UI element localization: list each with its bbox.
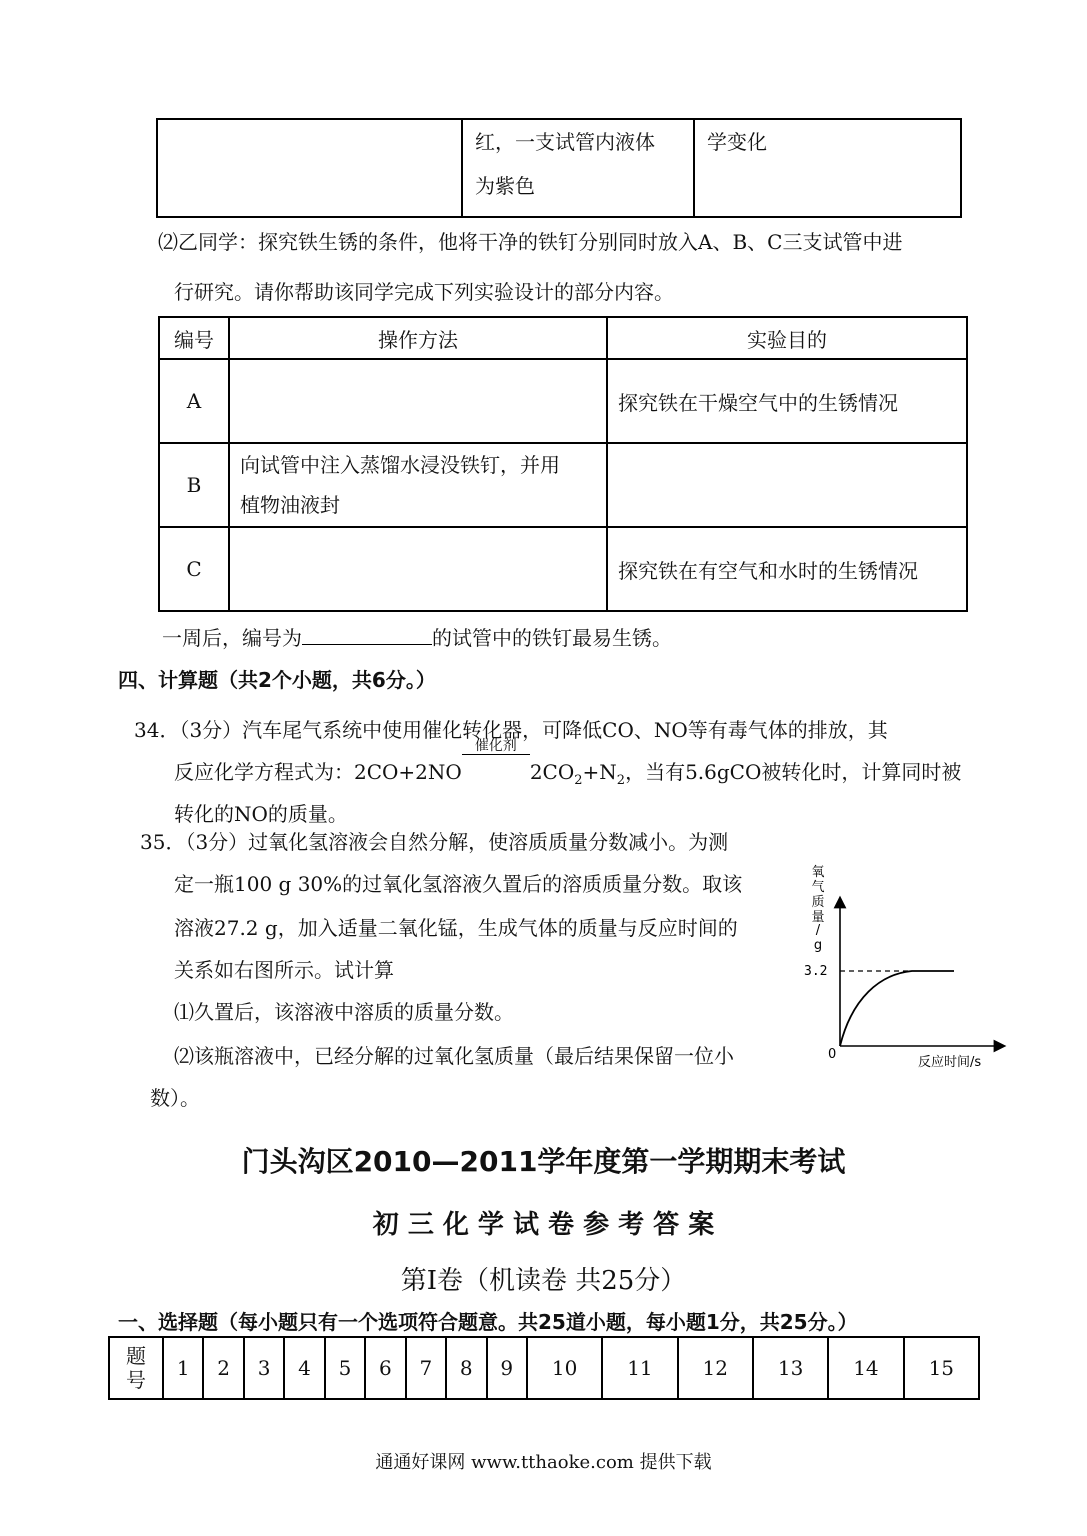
q33-2-line2: 行研究。请你帮助该同学完成下列实验设计的部分内容。 — [174, 280, 674, 304]
head-char: 号 — [126, 1368, 146, 1392]
q35-line3: 溶液27.2 g，加入适量二氧化锰，生成气体的质量与反应时间的 — [174, 916, 738, 940]
rust-experiment-table — [158, 316, 968, 612]
q35-line4: 关系如右图所示。试计算 — [174, 958, 394, 982]
top-cell-line: 为紫色 — [475, 174, 535, 198]
q34-line1: 34．（3分）汽车尾气系统中使用催化转化器，可降低CO、NO等有毒气体的排放，其 — [134, 718, 888, 742]
y-label-2: 气 — [811, 880, 825, 895]
origin-label: 0 — [828, 1047, 837, 1062]
header-purpose: 实验目的 — [607, 317, 967, 359]
row-method — [229, 359, 607, 443]
method-line: 植物油液封 — [240, 493, 340, 517]
curve — [840, 971, 954, 1046]
plateau-label: 3.2 — [804, 964, 828, 979]
table-row — [109, 1337, 979, 1399]
question-number-cell: 4 — [284, 1337, 324, 1399]
equation-tail: ，当有5.6gCO被转化时，计算同时被 — [625, 760, 962, 784]
question-number-cell: 7 — [406, 1337, 446, 1399]
row-purpose — [607, 443, 967, 527]
subscript: 2 — [616, 773, 626, 788]
row-purpose: 探究铁在有空气和水时的生锈情况 — [607, 527, 967, 611]
header-method: 操作方法 — [229, 317, 607, 359]
top-cell-line: 学变化 — [707, 130, 767, 154]
top-table-cell-1 — [157, 119, 462, 217]
part-heading: 第Ⅰ卷（机读卷 共25分） — [400, 1266, 687, 1296]
question-number-cell: 13 — [753, 1337, 828, 1399]
conclusion-post: 的试管中的铁钉最易生锈。 — [432, 626, 672, 650]
question-number-cell: 14 — [828, 1337, 903, 1399]
question-number-cell: 11 — [602, 1337, 677, 1399]
equation-left: 反应化学方程式为：2CO+2NO — [174, 760, 462, 784]
section-4-heading: 四、计算题（共2个小题，共6分。） — [118, 668, 436, 692]
question-number-cell: 2 — [203, 1337, 243, 1399]
q35-line2: 定一瓶100 g 30%的过氧化氢溶液久置后的溶质质量分数。取该 — [174, 872, 743, 896]
y-label-5: / — [815, 923, 821, 938]
top-table-cell-2 — [462, 119, 694, 217]
row-method — [229, 443, 607, 527]
table-head — [109, 1337, 163, 1399]
row-method — [229, 527, 607, 611]
q33-2-conclusion — [162, 616, 672, 660]
top-table — [156, 118, 962, 218]
x-axis-label: 反应时间/s — [918, 1055, 982, 1070]
conclusion-pre: 一周后，编号为 — [162, 626, 302, 650]
q35-line7: 数）。 — [150, 1086, 200, 1110]
question-number-cell: 15 — [904, 1337, 979, 1399]
y-label-1: 氧 — [811, 865, 825, 880]
table-row — [159, 359, 967, 443]
oxygen-mass-graph — [800, 860, 1010, 1075]
method-line: 向试管中注入蒸馏水浸没铁钉，并用 — [240, 453, 560, 477]
answer-title: 门头沟区2010—2011学年度第一学期期末考试 — [241, 1145, 846, 1178]
row-id: A — [159, 359, 229, 443]
y-label-4: 量 — [811, 910, 825, 925]
q34-line3: 转化的NO的质量。 — [174, 802, 348, 826]
top-table-cell-3 — [694, 119, 961, 217]
question-number-cell: 10 — [527, 1337, 602, 1399]
answer-blank[interactable] — [302, 622, 432, 645]
top-cell-line: 红，一支试管内液体 — [475, 130, 655, 154]
row-id: B — [159, 443, 229, 527]
section-1-heading: 一、选择题（每小题只有一个选项符合题意。共25道小题，每小题1分，共25分。） — [118, 1310, 858, 1334]
footer: 通通好课网 www.tthaoke.com 提供下载 — [375, 1452, 712, 1473]
row-id: C — [159, 527, 229, 611]
question-number-cell: 3 — [244, 1337, 284, 1399]
row-purpose: 探究铁在干燥空气中的生锈情况 — [607, 359, 967, 443]
q33-2-line1: ⑵乙同学：探究铁生锈的条件，他将干净的铁钉分别同时放入A、B、C三支试管中进 — [158, 230, 903, 254]
table-row — [159, 527, 967, 611]
y-label-6: g — [813, 938, 823, 953]
q35-line5: ⑴久置后，该溶液中溶质的质量分数。 — [174, 1000, 514, 1024]
question-number-cell: 9 — [487, 1337, 527, 1399]
equation-right: 2CO — [529, 760, 575, 784]
head-char: 题 — [126, 1344, 146, 1368]
y-label-3: 质 — [811, 895, 825, 910]
equation-right: +N — [582, 760, 617, 784]
answer-table — [108, 1336, 980, 1400]
q35-line6: ⑵该瓶溶液中，已经分解的过氧化氢质量（最后结果保留一位小 — [174, 1044, 734, 1068]
header-id: 编号 — [159, 317, 229, 359]
table-row — [159, 443, 967, 527]
answer-subtitle: 初 三 化 学 试 卷 参 考 答 案 — [372, 1210, 715, 1240]
q35-line1: 35．（3分）过氧化氢溶液会自然分解，使溶质质量分数减小。为测 — [140, 830, 729, 854]
question-number-cell: 1 — [163, 1337, 203, 1399]
catalyst-label: 催化剂 — [462, 738, 530, 755]
question-number-cell: 8 — [446, 1337, 486, 1399]
question-number-cell: 5 — [325, 1337, 365, 1399]
catalyst-arrow — [462, 738, 530, 794]
question-number-cell: 6 — [365, 1337, 405, 1399]
question-number-cell: 12 — [678, 1337, 753, 1399]
subscript: 2 — [574, 773, 583, 788]
